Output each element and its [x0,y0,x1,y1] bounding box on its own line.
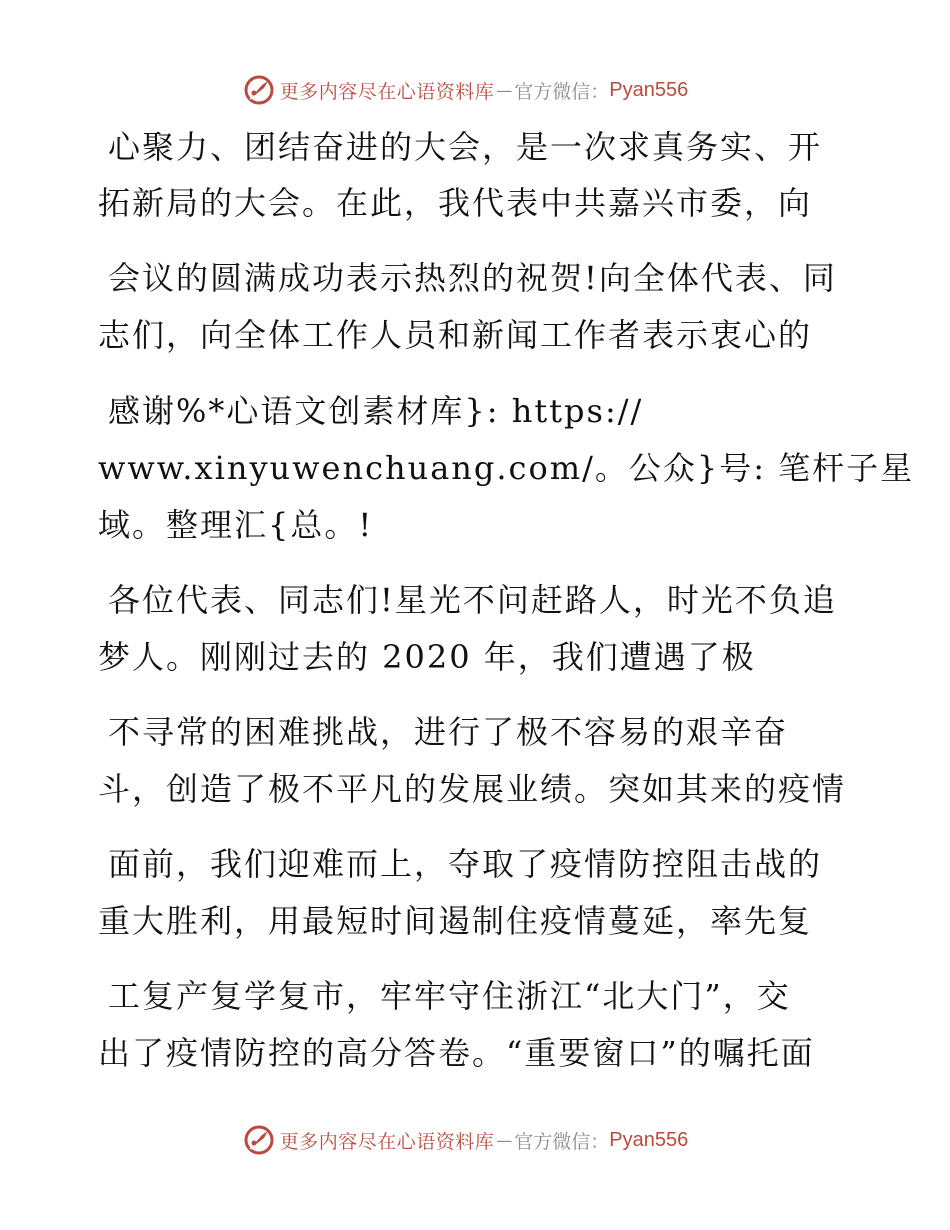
banner-site-text: 更多内容尽在心语资料库 [279,80,495,103]
body-line-2: 拓新局的大会。在此，我代表中共嘉兴市委，向 [98,184,813,222]
body-line-8: 各位代表、同志们!星光不问赶路人，时光不负追 [108,581,837,619]
body-line-6: www.xinyuwenchuang.com/。公众}号: 笔杆子星 [98,449,915,487]
body-line-10: 不寻常的困难挑战，进行了极不容易的艰辛奋 [108,713,789,751]
banner-dash: — [496,80,513,100]
quill-logo-icon [242,1123,276,1157]
banner-wechat-label: 官方微信： [514,1130,610,1153]
banner-wechat-label: 官方微信： [514,80,610,103]
body-line-1: 心聚力、团结奋进的大会，是一次求真务实、开 [108,128,823,166]
body-line-5: 感谢%*心语文创素材库}: https:// [108,392,644,430]
body-line-12: 面前，我们迎难而上，夺取了疫情防控阻击战的 [108,845,823,883]
footer-banner [0,1120,950,1160]
body-line-15: 出了疫情防控的高分答卷。“重要窗口”的嘱托面 [98,1034,815,1072]
banner-dash: — [496,1130,513,1150]
body-line-4: 志们，向全体工作人员和新闻工作者表示衷心的 [98,316,813,354]
body-line-13: 重大胜利，用最短时间遏制住疫情蔓延，率先复 [98,902,813,940]
body-line-3: 会议的圆满成功表示热烈的祝贺!向全体代表、同 [108,259,837,297]
banner-wechat-id: Pyan556 [609,78,689,101]
header-banner [0,70,950,110]
body-line-7: 域。整理汇{总。! [98,506,374,544]
banner-wechat-id: Pyan556 [609,1128,689,1151]
quill-logo-icon [242,73,276,107]
body-line-14: 工复产复学复市，牢牢守住浙江“北大门”，交 [108,977,791,1015]
body-line-11: 斗，创造了极不平凡的发展业绩。突如其来的疫情 [98,770,847,808]
banner-site-text: 更多内容尽在心语资料库 [279,1130,495,1153]
body-line-9: 梦人。刚刚过去的 2020 年，我们遭遇了极 [98,638,756,676]
